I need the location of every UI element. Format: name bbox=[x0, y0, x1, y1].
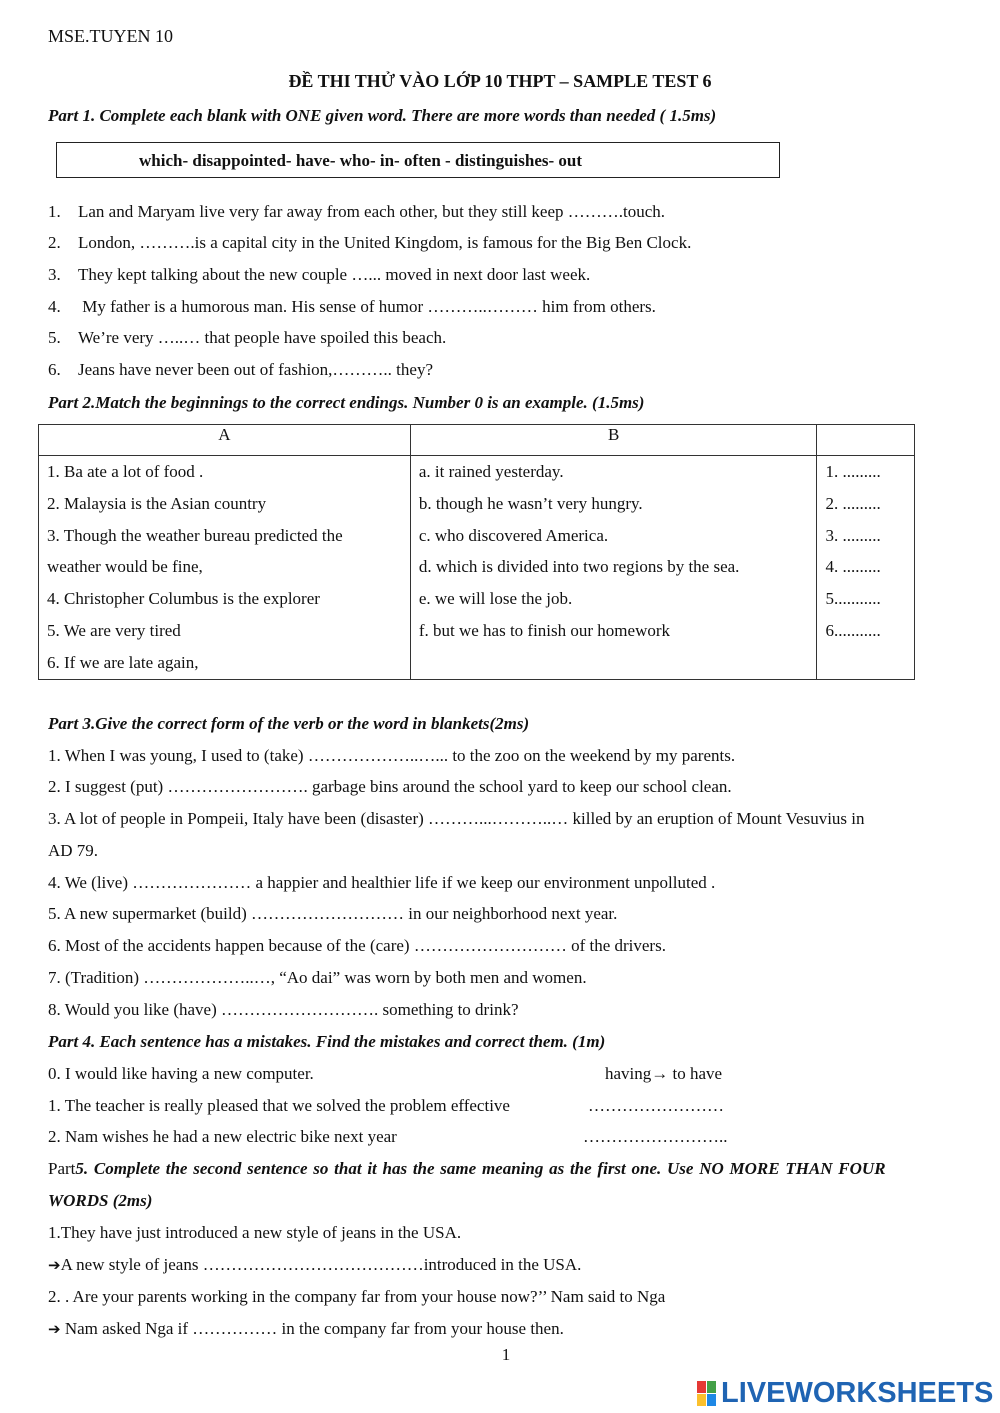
part1-title: Part 1. Complete each blank with ONE given word. There are more words than needed ( 1.5ms) bbox=[48, 106, 717, 125]
list-item: 6. Most of the accidents happen because of the (care) ……………………… of the drivers. bbox=[48, 936, 666, 955]
column-answer bbox=[817, 456, 915, 680]
list-item: 6. Jeans have never been out of fashion,……….. they? bbox=[48, 360, 433, 379]
answer-blank[interactable]: 1. ......... bbox=[825, 462, 881, 481]
liveworksheets-mark-icon bbox=[697, 1379, 719, 1407]
list-item: 4. We (live) ………………… a happier and healthier life if we keep our environment unpolluted . bbox=[48, 873, 716, 892]
table-cell: f. but we has to finish our homework bbox=[418, 620, 671, 640]
page-title: ĐỀ THI THỬ VÀO LỚP 10 THPT – SAMPLE TEST 6 bbox=[288, 71, 712, 91]
answer-blank[interactable]: 6........... bbox=[825, 620, 881, 640]
list-item: AD 79. bbox=[48, 841, 99, 860]
list-item: 2. . Are your parents working in the company far from your house now?’’ Nam said to Nga bbox=[48, 1287, 666, 1306]
list-item: 2. I suggest (put) ……………………. garbage bins around the school yard to keep our school clean. bbox=[48, 777, 732, 796]
arrow-icon: ➔ bbox=[48, 1320, 61, 1338]
column-b bbox=[410, 456, 817, 680]
list-item: 1. The teacher is really pleased that we solved the problem effective bbox=[48, 1096, 510, 1115]
list-item: 4. My father is a humorous man. His sense of humor ………..……… him from others. bbox=[48, 297, 656, 316]
column-a bbox=[39, 456, 411, 680]
part5-title bbox=[48, 1159, 968, 1179]
table-cell: a. it rained yesterday. bbox=[418, 462, 564, 481]
word-box-text: which- disappointed- have- who- in- often - distinguishes- out bbox=[139, 151, 583, 170]
table-cell: weather would be fine, bbox=[47, 557, 203, 577]
list-item: 5. A new supermarket (build) ……………………… in our neighborhood next year. bbox=[48, 904, 618, 923]
part5-title-prefix: Part bbox=[48, 1159, 76, 1178]
column-a-header: A bbox=[39, 425, 411, 456]
answer-blank[interactable]: 2. ......... bbox=[825, 493, 881, 513]
list-item: 3. A lot of people in Pompeii, Italy have been (disaster) ………...………..… killed by an eruption of Mount Vesuvius in bbox=[48, 809, 865, 828]
answer-blank[interactable]: 4. ......... bbox=[825, 557, 881, 577]
answer-blank[interactable]: 3. ......... bbox=[825, 525, 881, 545]
list-item: 8. Would you like (have) ………………………. something to drink? bbox=[48, 1000, 519, 1019]
list-item: 5. We’re very …..… that people have spoiled this beach. bbox=[48, 328, 447, 347]
matching-table bbox=[38, 424, 915, 680]
column-answer-header bbox=[817, 425, 915, 456]
list-item: 7. (Tradition) ………………..…, “Ao dai” was worn by both men and women. bbox=[48, 968, 587, 987]
table-cell: b. though he wasn’t very hungry. bbox=[418, 493, 643, 513]
part5-title-text: 5. Complete the second sentence so that it has the same meaning as the first one. Use NO MORE THAN FOUR bbox=[75, 1159, 886, 1178]
brand-name: LIVEWORKSHEETS bbox=[721, 1376, 994, 1409]
list-item: 3. They kept talking about the new couple …... moved in next door last week. bbox=[48, 265, 591, 284]
part3-title: Part 3.Give the correct form of the verb or the word in blankets(2ms) bbox=[48, 714, 530, 733]
column-b-header: B bbox=[410, 425, 817, 456]
liveworksheets-logo[interactable] bbox=[697, 1376, 993, 1410]
table-cell: 3. Though the weather bureau predicted the bbox=[47, 525, 343, 545]
list-item: ➔A new style of jeans …………………………………introduced in the USA. bbox=[48, 1255, 582, 1274]
answer-blank[interactable]: 5........... bbox=[825, 589, 881, 609]
table-cell: 6. If we are late again, bbox=[47, 652, 199, 672]
table-cell: d. which is divided into two regions by the sea. bbox=[418, 557, 740, 577]
part2-title: Part 2.Match the beginnings to the correct endings. Number 0 is an example. (1.5ms) bbox=[48, 393, 645, 412]
list-item: 1.They have just introduced a new style of jeans in the USA. bbox=[48, 1223, 462, 1242]
list-item: 1. When I was young, I used to (take) ………………..…... to the zoo on the weekend by my parents. bbox=[48, 746, 736, 765]
list-item: ➔ Nam asked Nga if …………… in the company far from your house then. bbox=[48, 1319, 564, 1338]
list-item: 1. Lan and Maryam live very far away from each other, but they still keep ……….touch. bbox=[48, 202, 666, 221]
part5-title-line2: WORDS (2ms) bbox=[48, 1191, 153, 1210]
page-number: 1 bbox=[501, 1345, 511, 1364]
header-label: MSE.TUYEN 10 bbox=[48, 26, 173, 46]
list-item: 0. I would like having a new computer. bbox=[48, 1064, 314, 1083]
answer-blank[interactable]: …………………… bbox=[588, 1096, 724, 1115]
table-cell: 1. Ba ate a lot of food . bbox=[47, 462, 204, 481]
table-cell: 2. Malaysia is the Asian country bbox=[47, 493, 267, 513]
arrow-icon: ➔ bbox=[48, 1256, 61, 1274]
answer-blank[interactable]: …………………….. bbox=[583, 1127, 728, 1146]
table-cell: 5. We are very tired bbox=[47, 620, 181, 640]
list-item: 2. London, ……….is a capital city in the United Kingdom, is famous for the Big Ben Clock. bbox=[48, 233, 692, 252]
list-item: 2. Nam wishes he had a new electric bike next year bbox=[48, 1127, 397, 1146]
word-box bbox=[56, 142, 780, 178]
table-cell: e. we will lose the job. bbox=[418, 589, 573, 609]
table-cell: c. who discovered America. bbox=[418, 525, 609, 545]
answer-example: having→ to have bbox=[605, 1064, 723, 1083]
part4-title: Part 4. Each sentence has a mistakes. Find the mistakes and correct them. (1m) bbox=[48, 1032, 606, 1051]
table-cell: 4. Christopher Columbus is the explorer bbox=[47, 589, 320, 609]
